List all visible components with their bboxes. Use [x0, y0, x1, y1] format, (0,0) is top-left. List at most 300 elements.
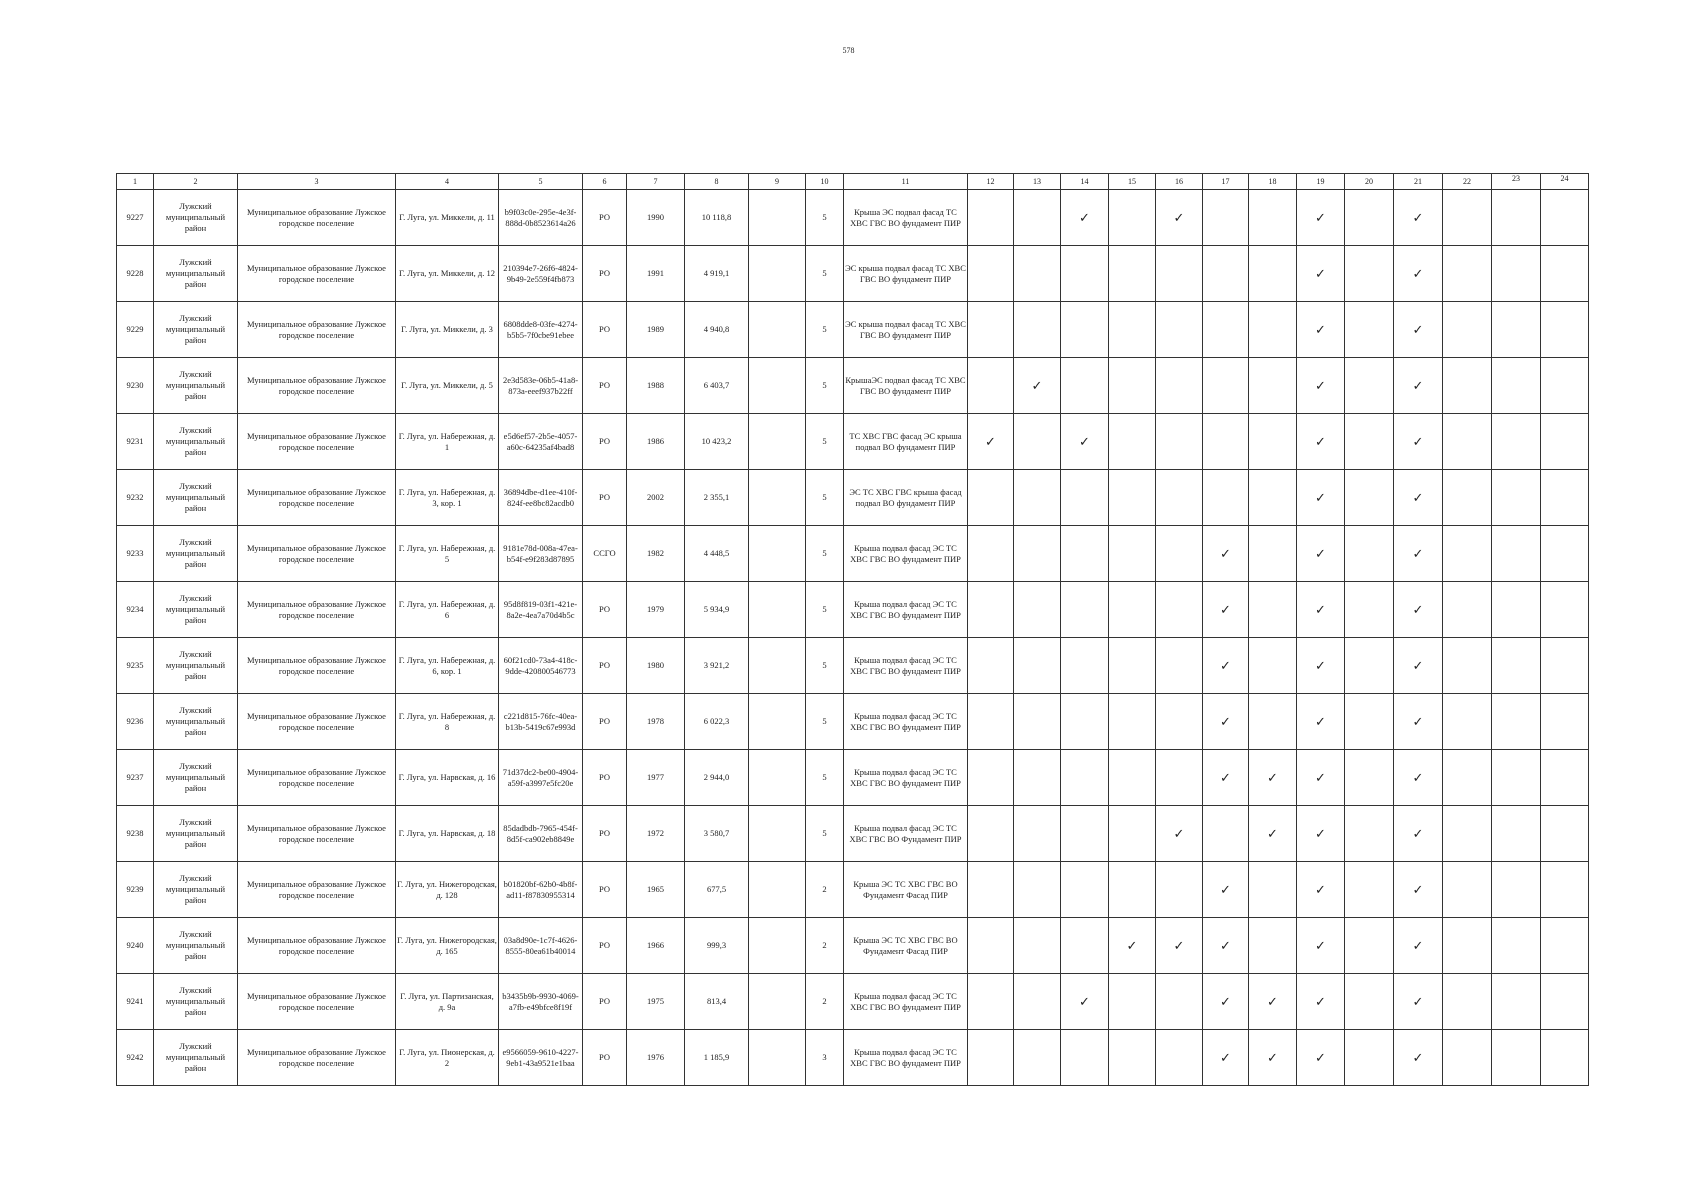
check-mark-icon: ✓: [1297, 918, 1345, 974]
works-cell: Крыша подвал фасад ЭС ТС ХВС ГВС ВО фундамент ПИР: [844, 526, 968, 582]
empty-cell: [1156, 526, 1203, 582]
table-row: [117, 414, 1589, 470]
empty-cell: [1345, 974, 1394, 1030]
check-mark-icon: ✓: [1203, 750, 1249, 806]
empty-cell: [968, 582, 1014, 638]
empty-cell: [1345, 414, 1394, 470]
empty-cell: [1541, 358, 1589, 414]
district-cell: Лужский муниципальный район: [154, 1030, 238, 1086]
check-mark-icon: ✓: [1394, 750, 1443, 806]
empty-cell: [1345, 358, 1394, 414]
floors-cell: 2: [806, 974, 844, 1030]
empty-cell: [1541, 694, 1589, 750]
table-row: [117, 1030, 1589, 1086]
empty-cell: [1061, 246, 1109, 302]
empty-cell: [1492, 414, 1541, 470]
empty-cell: [1156, 246, 1203, 302]
header-cell: 21: [1394, 174, 1443, 190]
guid-cell: b3435b9b-9930-4069-a7fb-e49bfce8f19f: [499, 974, 583, 1030]
check-mark-icon: ✓: [1203, 862, 1249, 918]
type-cell: ССГО: [583, 526, 627, 582]
check-mark-icon: ✓: [1394, 470, 1443, 526]
type-cell: РО: [583, 414, 627, 470]
empty-cell: [1061, 638, 1109, 694]
check-mark-icon: ✓: [1109, 918, 1156, 974]
row-number-cell: 9230: [117, 358, 154, 414]
row-number-cell: 9228: [117, 246, 154, 302]
column-9-cell: [749, 750, 806, 806]
empty-cell: [1541, 918, 1589, 974]
check-mark-icon: ✓: [1297, 582, 1345, 638]
empty-cell: [1345, 246, 1394, 302]
empty-cell: [1061, 302, 1109, 358]
floors-cell: 5: [806, 694, 844, 750]
works-cell: Крыша подвал фасад ЭС ТС ХВС ГВС ВО фундамент ПИР: [844, 1030, 968, 1086]
table-row: [117, 246, 1589, 302]
area-cell: 677,5: [685, 862, 749, 918]
empty-cell: [1541, 862, 1589, 918]
address-cell: Г. Луга, ул. Нижегородская, д. 165: [396, 918, 499, 974]
header-cell: 11: [844, 174, 968, 190]
check-mark-icon: ✓: [1203, 638, 1249, 694]
works-cell: Крыша подвал фасад ЭС ТС ХВС ГВС ВО фундамент ПИР: [844, 974, 968, 1030]
empty-cell: [1345, 582, 1394, 638]
check-mark-icon: ✓: [1297, 302, 1345, 358]
empty-cell: [1156, 302, 1203, 358]
type-cell: РО: [583, 358, 627, 414]
year-cell: 2002: [627, 470, 685, 526]
address-cell: Г. Луга, ул. Партизанская, д. 9а: [396, 974, 499, 1030]
empty-cell: [1345, 302, 1394, 358]
column-9-cell: [749, 974, 806, 1030]
area-cell: 4 940,8: [685, 302, 749, 358]
area-cell: 999,3: [685, 918, 749, 974]
empty-cell: [1541, 302, 1589, 358]
works-cell: ТС ХВС ГВС фасад ЭС крыша подвал ВО фундамент ПИР: [844, 414, 968, 470]
column-9-cell: [749, 414, 806, 470]
guid-cell: 95d8f819-03f1-421e-8a2e-4ea7a70d4b5c: [499, 582, 583, 638]
municipality-cell: Муниципальное образование Лужское городское поселение: [238, 806, 396, 862]
column-9-cell: [749, 918, 806, 974]
empty-cell: [1345, 918, 1394, 974]
type-cell: РО: [583, 806, 627, 862]
empty-cell: [1156, 638, 1203, 694]
year-cell: 1980: [627, 638, 685, 694]
empty-cell: [1249, 358, 1297, 414]
check-mark-icon: ✓: [1394, 526, 1443, 582]
guid-cell: 36894dbe-d1ee-410f-824f-ee8bc82acdb0: [499, 470, 583, 526]
guid-cell: b9f03c0e-295e-4e3f-888d-0b8523614a26: [499, 190, 583, 246]
empty-cell: [1492, 974, 1541, 1030]
check-mark-icon: ✓: [1297, 414, 1345, 470]
column-9-cell: [749, 470, 806, 526]
header-cell: 14: [1061, 174, 1109, 190]
column-9-cell: [749, 526, 806, 582]
header-cell: 13: [1014, 174, 1061, 190]
column-9-cell: [749, 862, 806, 918]
empty-cell: [1541, 750, 1589, 806]
table-row: [117, 582, 1589, 638]
table-row: [117, 694, 1589, 750]
district-cell: Лужский муниципальный район: [154, 974, 238, 1030]
column-9-cell: [749, 302, 806, 358]
guid-cell: e5d6ef57-2b5e-4057-a60c-64235af4bad8: [499, 414, 583, 470]
empty-cell: [968, 470, 1014, 526]
works-cell: Крыша ЭС подвал фасад ТС ХВС ГВС ВО фундамент ПИР: [844, 190, 968, 246]
column-9-cell: [749, 190, 806, 246]
empty-cell: [1156, 414, 1203, 470]
floors-cell: 5: [806, 190, 844, 246]
area-cell: 4 448,5: [685, 526, 749, 582]
district-cell: Лужский муниципальный район: [154, 582, 238, 638]
area-cell: 6 403,7: [685, 358, 749, 414]
check-mark-icon: ✓: [1249, 750, 1297, 806]
check-mark-icon: ✓: [1249, 974, 1297, 1030]
column-9-cell: [749, 246, 806, 302]
address-cell: Г. Луга, ул. Миккели, д. 11: [396, 190, 499, 246]
empty-cell: [1443, 974, 1492, 1030]
row-number-cell: 9232: [117, 470, 154, 526]
check-mark-icon: ✓: [1061, 190, 1109, 246]
area-cell: 4 919,1: [685, 246, 749, 302]
check-mark-icon: ✓: [1297, 638, 1345, 694]
municipality-cell: Муниципальное образование Лужское городское поселение: [238, 1030, 396, 1086]
empty-cell: [1109, 974, 1156, 1030]
empty-cell: [1109, 806, 1156, 862]
year-cell: 1972: [627, 806, 685, 862]
type-cell: РО: [583, 1030, 627, 1086]
empty-cell: [1109, 1030, 1156, 1086]
header-cell: 4: [396, 174, 499, 190]
district-cell: Лужский муниципальный район: [154, 918, 238, 974]
guid-cell: c221d815-76fc-40ea-b13b-5419c67e993d: [499, 694, 583, 750]
year-cell: 1978: [627, 694, 685, 750]
type-cell: РО: [583, 302, 627, 358]
empty-cell: [1249, 638, 1297, 694]
empty-cell: [968, 246, 1014, 302]
guid-cell: 6808dde8-03fe-4274-b5b5-7f0cbe91ebee: [499, 302, 583, 358]
municipality-cell: Муниципальное образование Лужское городское поселение: [238, 750, 396, 806]
empty-cell: [1061, 862, 1109, 918]
check-mark-icon: ✓: [1297, 246, 1345, 302]
guid-cell: 85dadbdb-7965-454f-8d5f-ca902eb8849e: [499, 806, 583, 862]
empty-cell: [1443, 246, 1492, 302]
empty-cell: [1345, 806, 1394, 862]
empty-cell: [1156, 1030, 1203, 1086]
address-cell: Г. Луга, ул. Нижегородская, д. 128: [396, 862, 499, 918]
empty-cell: [968, 750, 1014, 806]
type-cell: РО: [583, 862, 627, 918]
empty-cell: [1156, 750, 1203, 806]
table-row: [117, 918, 1589, 974]
floors-cell: 5: [806, 246, 844, 302]
empty-cell: [968, 862, 1014, 918]
empty-cell: [1061, 750, 1109, 806]
empty-cell: [1443, 806, 1492, 862]
empty-cell: [1443, 358, 1492, 414]
empty-cell: [1345, 862, 1394, 918]
empty-cell: [1061, 806, 1109, 862]
year-cell: 1965: [627, 862, 685, 918]
empty-cell: [1109, 358, 1156, 414]
empty-cell: [1203, 358, 1249, 414]
empty-cell: [1014, 1030, 1061, 1086]
empty-cell: [1443, 1030, 1492, 1086]
empty-cell: [1061, 470, 1109, 526]
header-cell: 17: [1203, 174, 1249, 190]
empty-cell: [1203, 414, 1249, 470]
check-mark-icon: ✓: [1394, 414, 1443, 470]
guid-cell: 2e3d583e-06b5-41a8-873a-eeef937b22ff: [499, 358, 583, 414]
address-cell: Г. Луга, ул. Миккели, д. 5: [396, 358, 499, 414]
empty-cell: [1249, 302, 1297, 358]
table-row: [117, 862, 1589, 918]
table-row: [117, 806, 1589, 862]
empty-cell: [1014, 414, 1061, 470]
address-cell: Г. Луга, ул. Миккели, д. 12: [396, 246, 499, 302]
empty-cell: [1249, 694, 1297, 750]
empty-cell: [968, 918, 1014, 974]
check-mark-icon: ✓: [1203, 694, 1249, 750]
table-row: [117, 974, 1589, 1030]
address-cell: Г. Луга, ул. Пионерская, д. 2: [396, 1030, 499, 1086]
empty-cell: [1492, 302, 1541, 358]
empty-cell: [1203, 470, 1249, 526]
empty-cell: [1345, 638, 1394, 694]
table-row: [117, 470, 1589, 526]
type-cell: РО: [583, 190, 627, 246]
area-cell: 2 944,0: [685, 750, 749, 806]
check-mark-icon: ✓: [1394, 358, 1443, 414]
check-mark-icon: ✓: [1014, 358, 1061, 414]
row-number-cell: 9239: [117, 862, 154, 918]
header-cell: 23: [1492, 174, 1541, 190]
empty-cell: [1014, 750, 1061, 806]
check-mark-icon: ✓: [1156, 190, 1203, 246]
check-mark-icon: ✓: [1394, 638, 1443, 694]
year-cell: 1988: [627, 358, 685, 414]
works-cell: Крыша подвал фасад ЭС ТС ХВС ГВС ВО Фундамент ПИР: [844, 806, 968, 862]
empty-cell: [1014, 302, 1061, 358]
check-mark-icon: ✓: [1394, 190, 1443, 246]
floors-cell: 5: [806, 582, 844, 638]
works-cell: Крыша подвал фасад ЭС ТС ХВС ГВС ВО фундамент ПИР: [844, 638, 968, 694]
type-cell: РО: [583, 694, 627, 750]
check-mark-icon: ✓: [1297, 694, 1345, 750]
empty-cell: [1156, 974, 1203, 1030]
check-mark-icon: ✓: [1394, 862, 1443, 918]
empty-cell: [1061, 918, 1109, 974]
empty-cell: [1249, 246, 1297, 302]
empty-cell: [1541, 246, 1589, 302]
row-number-cell: 9242: [117, 1030, 154, 1086]
header-cell: 8: [685, 174, 749, 190]
guid-cell: 60f21cd0-73a4-418c-9dde-420800546773: [499, 638, 583, 694]
check-mark-icon: ✓: [1061, 974, 1109, 1030]
district-cell: Лужский муниципальный район: [154, 302, 238, 358]
empty-cell: [1014, 806, 1061, 862]
header-cell: 1: [117, 174, 154, 190]
empty-cell: [1109, 750, 1156, 806]
address-cell: Г. Луга, ул. Набережная, д. 6: [396, 582, 499, 638]
municipality-cell: Муниципальное образование Лужское городское поселение: [238, 414, 396, 470]
floors-cell: 2: [806, 862, 844, 918]
empty-cell: [1541, 638, 1589, 694]
empty-cell: [1014, 246, 1061, 302]
empty-cell: [1443, 190, 1492, 246]
district-cell: Лужский муниципальный район: [154, 470, 238, 526]
check-mark-icon: ✓: [1203, 918, 1249, 974]
address-cell: Г. Луга, ул. Миккели, д. 3: [396, 302, 499, 358]
header-cell: 6: [583, 174, 627, 190]
empty-cell: [1249, 190, 1297, 246]
empty-cell: [1156, 470, 1203, 526]
floors-cell: 3: [806, 1030, 844, 1086]
empty-cell: [1492, 638, 1541, 694]
row-number-cell: 9237: [117, 750, 154, 806]
area-cell: 3 921,2: [685, 638, 749, 694]
empty-cell: [1443, 526, 1492, 582]
municipality-cell: Муниципальное образование Лужское городское поселение: [238, 190, 396, 246]
area-cell: 10 118,8: [685, 190, 749, 246]
empty-cell: [1014, 526, 1061, 582]
district-cell: Лужский муниципальный район: [154, 806, 238, 862]
address-cell: Г. Луга, ул. Набережная, д. 3, кор. 1: [396, 470, 499, 526]
empty-cell: [968, 526, 1014, 582]
empty-cell: [1249, 862, 1297, 918]
empty-cell: [1203, 190, 1249, 246]
empty-cell: [1109, 638, 1156, 694]
check-mark-icon: ✓: [1297, 190, 1345, 246]
check-mark-icon: ✓: [1297, 974, 1345, 1030]
header-cell: 10: [806, 174, 844, 190]
empty-cell: [1345, 694, 1394, 750]
year-cell: 1976: [627, 1030, 685, 1086]
empty-cell: [1541, 806, 1589, 862]
district-cell: Лужский муниципальный район: [154, 190, 238, 246]
check-mark-icon: ✓: [1394, 806, 1443, 862]
empty-cell: [1443, 862, 1492, 918]
area-cell: 10 423,2: [685, 414, 749, 470]
year-cell: 1977: [627, 750, 685, 806]
header-cell: 7: [627, 174, 685, 190]
guid-cell: 03a8d90e-1c7f-4626-8555-80ea61b40014: [499, 918, 583, 974]
empty-cell: [968, 694, 1014, 750]
page-number: 578: [842, 46, 855, 55]
row-number-cell: 9234: [117, 582, 154, 638]
empty-cell: [1443, 918, 1492, 974]
check-mark-icon: ✓: [1394, 246, 1443, 302]
empty-cell: [1492, 750, 1541, 806]
check-mark-icon: ✓: [1297, 806, 1345, 862]
check-mark-icon: ✓: [1394, 302, 1443, 358]
empty-cell: [1014, 862, 1061, 918]
district-cell: Лужский муниципальный район: [154, 246, 238, 302]
works-cell: ЭС крыша подвал фасад ТС ХВС ГВС ВО фундамент ПИР: [844, 302, 968, 358]
header-cell: 3: [238, 174, 396, 190]
district-cell: Лужский муниципальный район: [154, 358, 238, 414]
municipality-cell: Муниципальное образование Лужское городское поселение: [238, 246, 396, 302]
row-number-cell: 9229: [117, 302, 154, 358]
district-cell: Лужский муниципальный район: [154, 862, 238, 918]
empty-cell: [1061, 526, 1109, 582]
empty-cell: [1109, 526, 1156, 582]
empty-cell: [1541, 582, 1589, 638]
check-mark-icon: ✓: [1394, 694, 1443, 750]
empty-cell: [1014, 918, 1061, 974]
row-number-cell: 9227: [117, 190, 154, 246]
floors-cell: 5: [806, 638, 844, 694]
empty-cell: [1061, 582, 1109, 638]
works-cell: КрышаЭС подвал фасад ТС ХВС ГВС ВО фундамент ПИР: [844, 358, 968, 414]
check-mark-icon: ✓: [1297, 750, 1345, 806]
header-cell: 15: [1109, 174, 1156, 190]
row-number-cell: 9238: [117, 806, 154, 862]
area-cell: 3 580,7: [685, 806, 749, 862]
check-mark-icon: ✓: [1061, 414, 1109, 470]
year-cell: 1986: [627, 414, 685, 470]
empty-cell: [1443, 302, 1492, 358]
header-cell: 24: [1541, 174, 1589, 190]
check-mark-icon: ✓: [1203, 974, 1249, 1030]
empty-cell: [1109, 302, 1156, 358]
check-mark-icon: ✓: [1297, 862, 1345, 918]
row-number-cell: 9233: [117, 526, 154, 582]
check-mark-icon: ✓: [1394, 974, 1443, 1030]
check-mark-icon: ✓: [1203, 582, 1249, 638]
works-cell: ЭС ТС ХВС ГВС крыша фасад подвал ВО фундамент ПИР: [844, 470, 968, 526]
table-row: [117, 526, 1589, 582]
address-cell: Г. Луга, ул. Нарвская, д. 16: [396, 750, 499, 806]
header-cell: 12: [968, 174, 1014, 190]
area-cell: 6 022,3: [685, 694, 749, 750]
floors-cell: 5: [806, 302, 844, 358]
type-cell: РО: [583, 974, 627, 1030]
empty-cell: [1345, 526, 1394, 582]
header-cell: 9: [749, 174, 806, 190]
address-cell: Г. Луга, ул. Нарвская, д. 18: [396, 806, 499, 862]
empty-cell: [1249, 414, 1297, 470]
empty-cell: [968, 302, 1014, 358]
municipality-cell: Муниципальное образование Лужское городское поселение: [238, 862, 396, 918]
year-cell: 1989: [627, 302, 685, 358]
empty-cell: [1109, 246, 1156, 302]
municipality-cell: Муниципальное образование Лужское городское поселение: [238, 638, 396, 694]
district-cell: Лужский муниципальный район: [154, 694, 238, 750]
works-cell: Крыша подвал фасад ЭС ТС ХВС ГВС ВО фундамент ПИР: [844, 750, 968, 806]
area-cell: 5 934,9: [685, 582, 749, 638]
empty-cell: [1014, 694, 1061, 750]
empty-cell: [1249, 526, 1297, 582]
district-cell: Лужский муниципальный район: [154, 750, 238, 806]
year-cell: 1991: [627, 246, 685, 302]
empty-cell: [1443, 694, 1492, 750]
empty-cell: [1249, 470, 1297, 526]
municipality-cell: Муниципальное образование Лужское городское поселение: [238, 694, 396, 750]
empty-cell: [1014, 470, 1061, 526]
empty-cell: [1492, 246, 1541, 302]
empty-cell: [1109, 470, 1156, 526]
header-cell: 2: [154, 174, 238, 190]
empty-cell: [1156, 694, 1203, 750]
district-cell: Лужский муниципальный район: [154, 638, 238, 694]
area-cell: 813,4: [685, 974, 749, 1030]
row-number-cell: 9240: [117, 918, 154, 974]
column-9-cell: [749, 638, 806, 694]
column-9-cell: [749, 1030, 806, 1086]
empty-cell: [1492, 918, 1541, 974]
empty-cell: [1109, 862, 1156, 918]
